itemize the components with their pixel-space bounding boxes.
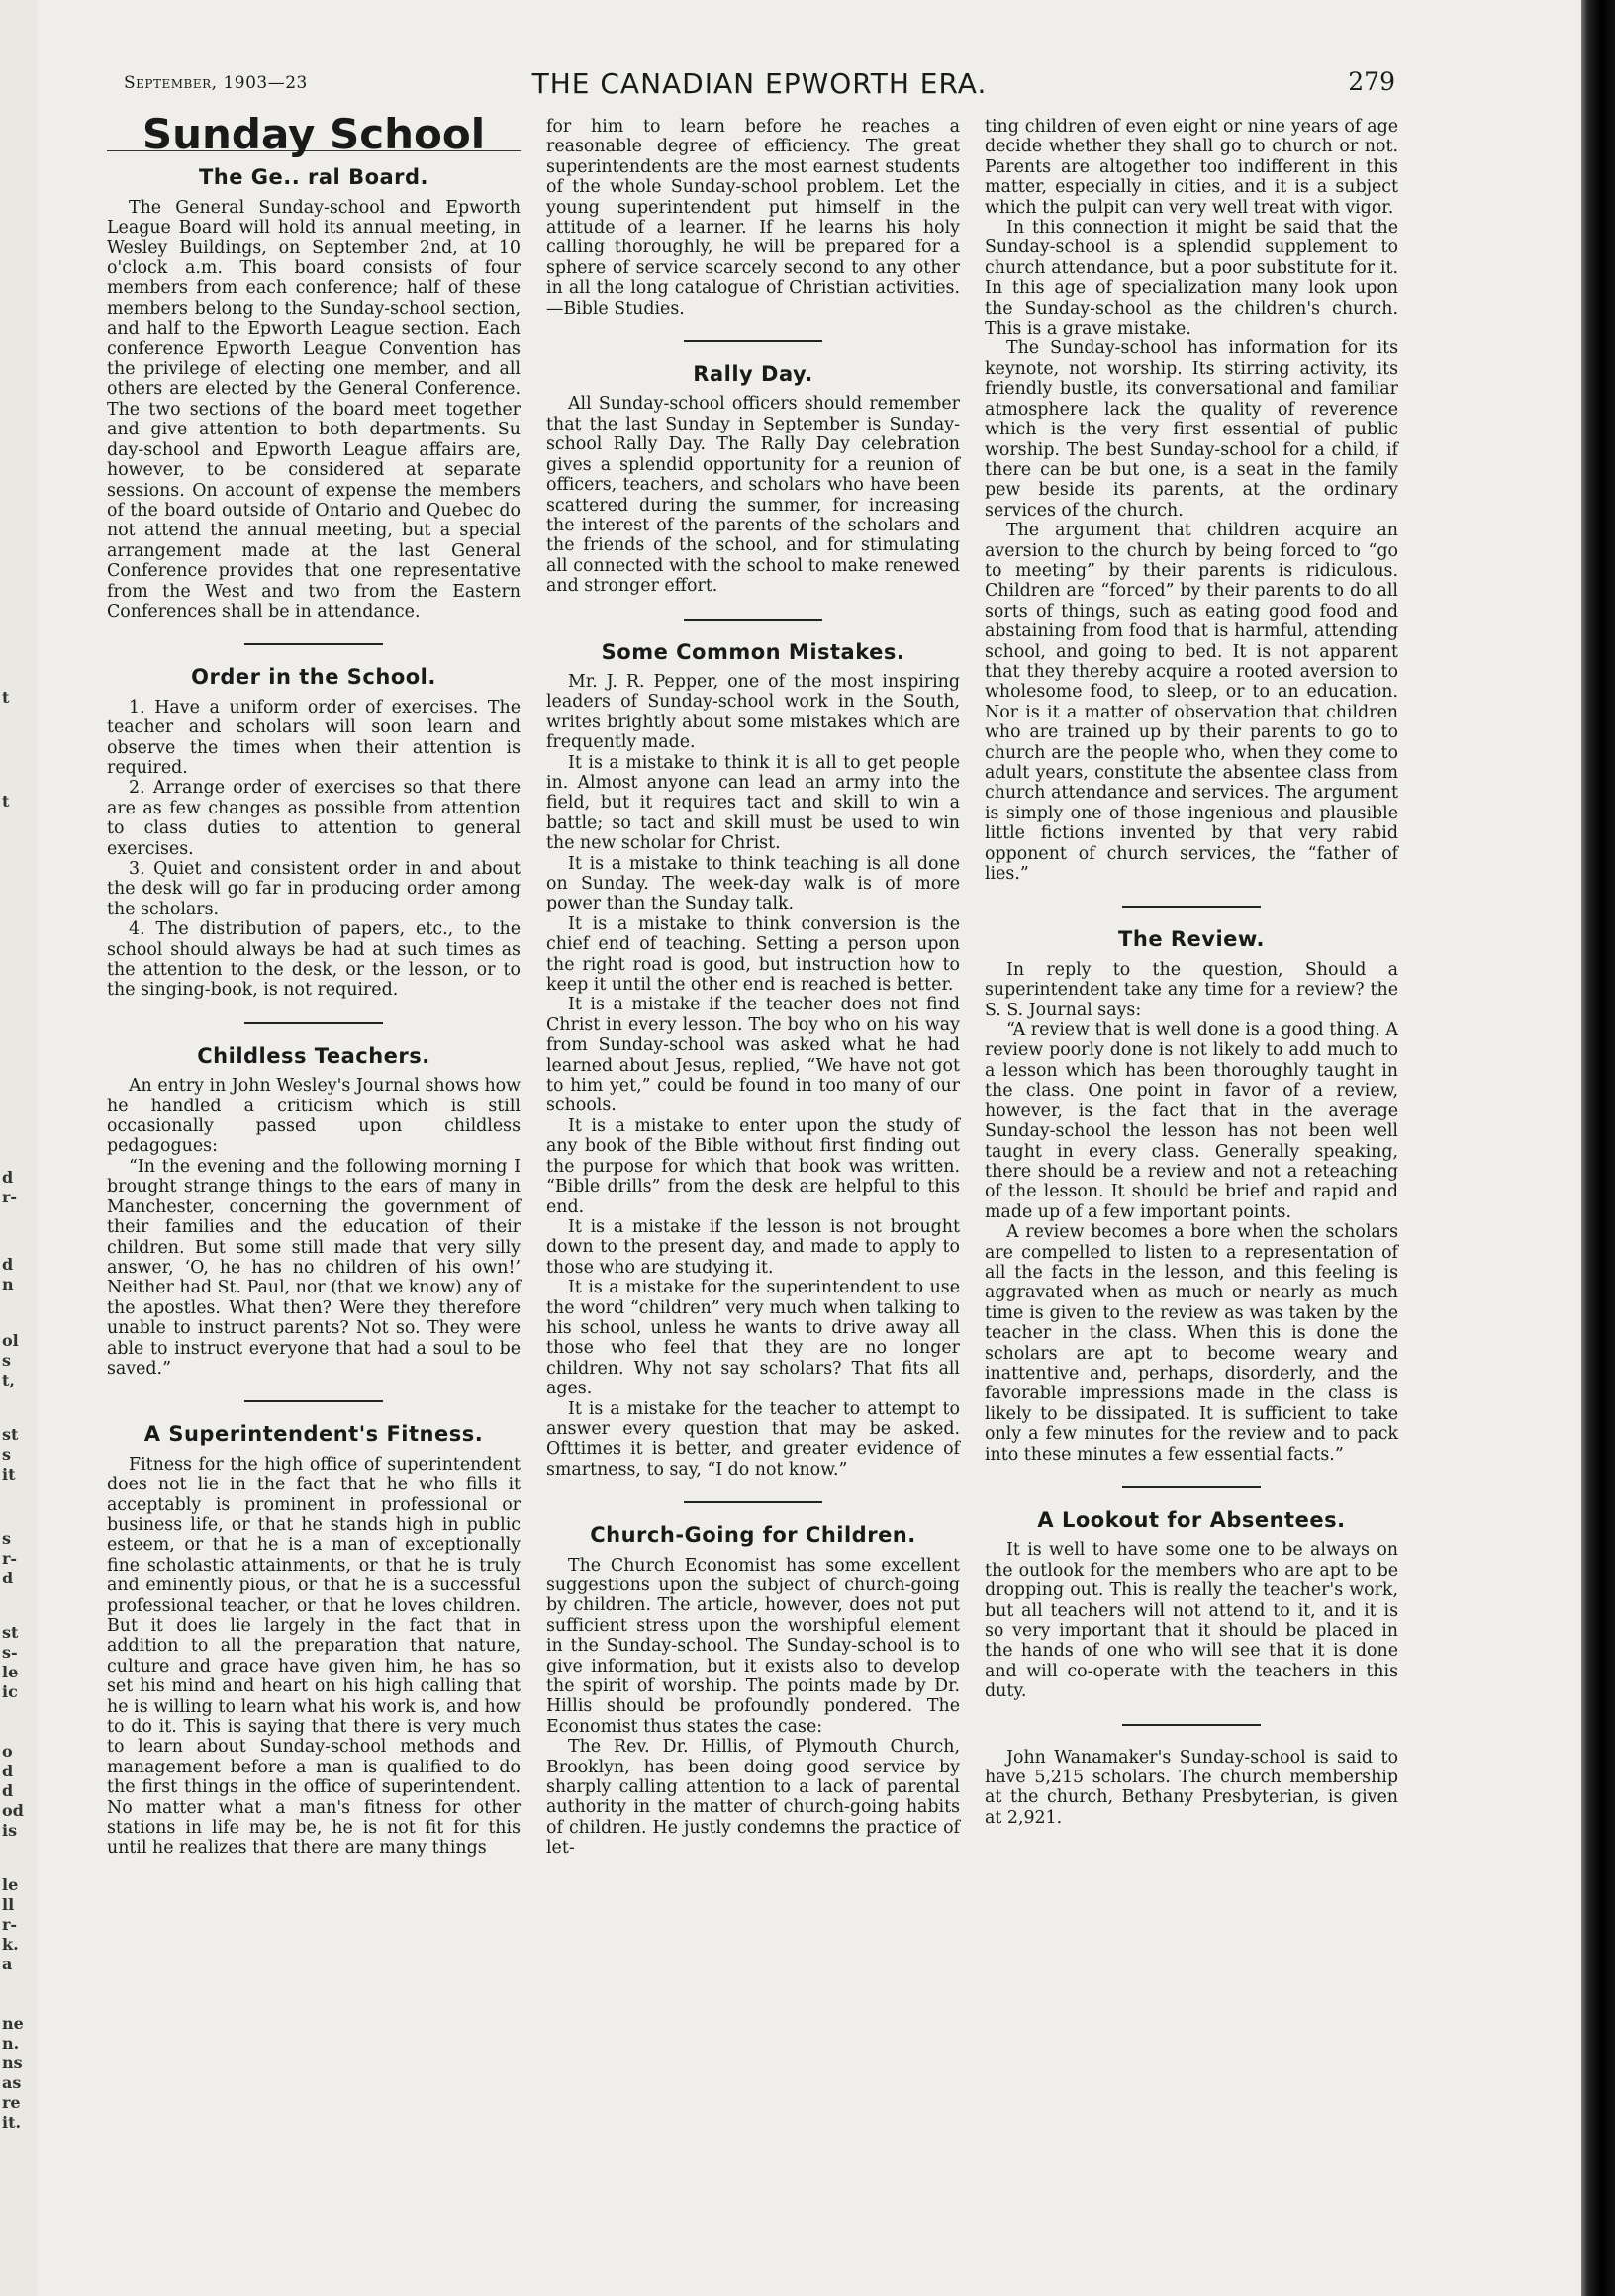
margin-fragment: ne <box>2 2014 24 2033</box>
margin-fragment: d <box>2 1762 14 1780</box>
department-heading: Sunday School <box>107 125 521 151</box>
margin-fragment: ic <box>2 1682 18 1701</box>
margin-fragment: r- <box>2 1188 18 1206</box>
section-divider <box>684 1501 822 1503</box>
margin-fragment: d <box>2 1569 14 1587</box>
margin-fragment: st <box>2 1623 19 1642</box>
margin-fragment: t <box>2 688 10 707</box>
margin-fragment: d <box>2 1168 14 1187</box>
paragraph: It is a mistake if the teacher does not find Christ in every lesson. The boy who on his way from Sunday-school was asked what he had learned about Jesus, replied, “We have not got to him yet,” could be found in too many of our schools. <box>546 995 960 1116</box>
paragraph: The Church Economist has some excellent suggestions upon the subject of church-going by children. The article, however, does not put sufficient stress upon the worshipful element in the Sunday-school. The Sunday-school is to give information, but it exists also to develop the spirit of worship. The points made by Dr. Hillis should be profoundly pondered. The Economist thus states the case: <box>546 1555 960 1737</box>
margin-fragment: od <box>2 1801 24 1820</box>
margin-fragment: d <box>2 1255 14 1274</box>
section-divider <box>244 643 383 645</box>
margin-fragment: n. <box>2 2034 20 2053</box>
section-divider <box>1122 1724 1261 1726</box>
margin-fragment: t <box>2 792 10 811</box>
paragraph: It is a mistake for the teacher to attempt to answer every question that may be asked. Ofttimes it is better, and greater evidence of smartness, to say, “I do not know.” <box>546 1398 960 1480</box>
margin-fragment: s <box>2 1351 12 1370</box>
paragraph: An entry in John Wesley's Journal shows how he handled a criticism which is still occasionally passed upon childless pedagogues: <box>107 1076 521 1157</box>
paragraph: 3. Quiet and consistent order in and about the desk will go far in producing order among the scholars. <box>107 859 521 919</box>
column-2 <box>546 117 960 1859</box>
margin-fragment: t, <box>2 1371 15 1389</box>
margin-fragment: ol <box>2 1331 19 1350</box>
book-spine <box>1581 0 1615 2296</box>
paragraph-continuation: ting children of even eight or nine years of age decide whether they shall go to church or not. Parents are altogether too indifferent in this matter, especially in cities, and it is a subject which the pulpit can very well treat with vigor. <box>985 117 1398 218</box>
paragraph: 1. Have a uniform order of exercises. The teacher and scholars will soon learn and observe the times when their attention is required. <box>107 697 521 778</box>
left-page-margin <box>0 0 38 2296</box>
paragraph: The General Sunday-school and Epworth League Board will hold its annual meeting, in Wesley Buildings, on September 2nd, at 10 o'clock a.m. This board consists of four members from each conference; half of these members belong to the Sunday-school section, and half to the Epworth League section. Each conference Epworth League Convention has the privilege of electing one member, and all others are elected by the General Conference. The two sections of the board meet together and give attention to both departments. Su day-school and Epworth League affairs are, however, to be considered at separate sessions. On account of expense the members of the board outside of Ontario and Quebec do not attend the annual meeting, but a special arrangement made at the last General Conference provides that one representative from the West and two from the Eastern Conferences shall be in attendance. <box>107 197 521 622</box>
margin-fragment: le <box>2 1875 19 1894</box>
section-heading-superintendent-fitness: A Superintendent's Fitness. <box>143 1422 484 1447</box>
paragraph: In reply to the question, Should a superintendent take any time for a review? the S. S. Journal says: <box>985 959 1398 1020</box>
section-heading-general-board: The Ge.. ral Board. <box>198 165 429 190</box>
margin-fragment: n <box>2 1275 14 1293</box>
page-number: 279 <box>1348 67 1395 96</box>
margin-fragment: k. <box>2 1935 19 1954</box>
section-divider <box>684 340 822 342</box>
paragraph: All Sunday-school officers should remember that the last Sunday in September is Sunday-school Rally Day. The Rally Day celebration gives a splendid opportunity for a reunion of officers, teachers, and scholars who have been scattered during the summer, for increasing the interest of the parents of the scholars and the friends of the school, and for stimulating all connected with the school to make renewed and stronger effort. <box>546 394 960 597</box>
margin-fragment: r- <box>2 1549 18 1568</box>
margin-fragment: it <box>2 1465 16 1483</box>
paragraph: In this connection it might be said that the Sunday-school is a splendid supplement to church attendance, but a poor substitute for it. In this age of specialization many look upon the Sunday-school as the children's church. This is a grave mistake. <box>985 218 1398 339</box>
paragraph: It is a mistake to think it is all to get people in. Almost anyone can lead an army into the field, but it requires tact and skill to win a battle; so tact and skill must be used to win the new scholar for Christ. <box>546 752 960 854</box>
margin-fragment: s <box>2 1445 12 1464</box>
paragraph: It is a mistake to think conversion is the chief end of teaching. Setting a person upon the right road is good, but instruction how to keep it until the other end is reached is better. <box>546 913 960 996</box>
margin-fragment: d <box>2 1781 14 1800</box>
paragraph: Fitness for the high office of superintendent does not lie in the fact that he who fills it acceptably is prominent in professional or business life, or that he stands high in public esteem, or that he is a man of exceptionally fine scholastic attainments, or that he is truly and eminently pious, or that he is a successful professional teacher, or that he loves children. But it does lie largely in the fact that in addition to all the preparation that nature, culture and grace have given him, he has so set his mind and heart on his high calling that he is willing to learn what his work is, and how to do it. This is saying that there is very much to learn about Sunday-school methods and management before a man is qualified to do the first things in the office of superintendent. No matter what a man's fitness for other stations in life may be, he is not fit for this until he realizes that there are many things <box>107 1454 521 1859</box>
margin-fragment: it. <box>2 2113 22 2132</box>
section-divider <box>1122 906 1261 908</box>
running-header <box>124 67 1395 107</box>
margin-fragment: s <box>2 1529 12 1548</box>
margin-fragment: a <box>2 1955 13 1973</box>
section-divider <box>244 1400 383 1402</box>
paragraph: It is a mistake for the superintendent to use the word “children” very much when talking to his school, unless he wants to drive away all those who feel that they are no longer children. Why not say scholars? That fits all ages. <box>546 1278 960 1399</box>
section-heading-review: The Review. <box>1118 927 1265 952</box>
section-heading-lookout-absentees: A Lookout for Absentees. <box>1037 1508 1346 1532</box>
margin-fragment: ll <box>2 1895 15 1914</box>
section-heading-order-in-school: Order in the School. <box>191 665 436 690</box>
paragraph: It is a mistake if the lesson is not brought down to the present day, and made to apply to those who are studying it. <box>546 1216 960 1278</box>
margin-fragment: is <box>2 1821 18 1840</box>
paragraph: It is a mistake to think teaching is all done on Sunday. The week-day walk is of more power than the Sunday talk. <box>546 853 960 914</box>
paragraph-continuation: for him to learn before he reaches a reasonable degree of efficiency. The great superintendents are the most earnest students of the whole Sunday-school problem. Let the young superintendent put himself in the attitude of a learner. If he learns his holy calling thoroughly, he will be prepared for a sphere of service scarcely second to any other in all the long catalogue of Christian activities.—Bible Studies. <box>546 117 960 319</box>
publication-title: THE CANADIAN EPWORTH ERA. <box>531 67 988 100</box>
margin-fragment: r- <box>2 1915 18 1934</box>
section-divider <box>244 1022 383 1024</box>
paragraph: “A review that is well done is a good thing. A review poorly done is not likely to add much to a lesson which has been thoroughly taught in the class. One point in favor of a review, however, is the fact that in the average Sunday-school the lesson has not been well taught in every class. Generally speaking, there should be a review and not a reteaching of the lesson. It should be brief and rapid and made up of a few important points. <box>985 1020 1398 1222</box>
paragraph: It is well to have some one to be always on the outlook for the members who are apt to be dropping out. This is really the teacher's work, but all teachers will not attend to it, and it is so very important that it should be placed in the hands of one who will see that it is done and will co-operate with the teachers in this duty. <box>985 1540 1398 1702</box>
paragraph: Mr. J. R. Pepper, one of the most inspiring leaders of Sunday-school work in the South, writes brightly about some mistakes which are frequently made. <box>546 671 960 753</box>
section-divider <box>1122 1486 1261 1488</box>
paragraph: The argument that children acquire an aversion to the church by being forced to “go to meeting” by their parents is ridiculous. Children are “forced” by their parents to do all sorts of things, such as eating good food and abstaining from food that is harmful, attending school, and going to bed. It is not apparent that they thereby acquire a rooted aversion to wholesome food, to sleep, or to an education. Nor is it a matter of observation that children who are trained up by their parents to go to church are the people who, when they come to adult years, constitute the absentee class from church attendance and services. The argument is simply one of those ingenious and plausible little fictions invented by that very rabid opponent of church services, the “father of lies.” <box>985 521 1398 885</box>
paragraph: The Sunday-school has information for its keynote, not worship. Its stirring activity, its friendly bustle, its conversational and familiar atmosphere lack the quality of reverence which is the very first essential of public worship. The best Sunday-school for a child, if there can be but one, is a seat in the family pew beside its parents, at the ordinary services of the church. <box>985 338 1398 521</box>
section-heading-common-mistakes: Some Common Mistakes. <box>601 639 905 664</box>
paragraph: “In the evening and the following morning I brought strange things to the ears of many in Manchester, concerning the government of their families and the education of their children. But some still made that very silly answer, ‘O, he has no children of his own!’ Neither had St. Paul, nor (that we know) any of the apostles. What then? Were they therefore unable to instruct parents? Not so. They were able to instruct everyone that had a soul to be saved.” <box>107 1156 521 1379</box>
closing-note: John Wanamaker's Sunday-school is said to have 5,215 scholars. The church membership at the church, Bethany Presbyterian, is given at 2,921. <box>985 1747 1398 1828</box>
issue-date: September, 1903—23 <box>124 73 308 93</box>
margin-fragment: as <box>2 2073 22 2092</box>
margin-fragment: st <box>2 1425 19 1444</box>
paragraph: A review becomes a bore when the scholars are compelled to listen to a representation of all the facts in the lesson, and this feeling is aggravated when as much or nearly as much time is given to the review as was taken by the teacher in the class. When this is done the scholars are apt to become weary and inattentive and, perhaps, disorderly, and the favorable impressions made in the class is likely to be dissipated. It is sufficient to take only a few minutes for the review and to pack into these minutes a few essential facts.” <box>985 1222 1398 1465</box>
section-heading-rally-day: Rally Day. <box>693 362 813 387</box>
margin-fragment: s- <box>2 1643 18 1662</box>
margin-fragment: le <box>2 1663 19 1681</box>
margin-fragment: ns <box>2 2054 23 2072</box>
section-heading-childless-teachers: Childless Teachers. <box>197 1043 430 1068</box>
paragraph: It is a mistake to enter upon the study of any book of the Bible without first finding out the purpose for which that book was written. “Bible drills” from the desk are helpful to this end. <box>546 1115 960 1217</box>
column-1 <box>107 110 521 1859</box>
section-divider <box>684 619 822 621</box>
column-3 <box>985 117 1398 1828</box>
paragraph: The Rev. Dr. Hillis, of Plymouth Church, Brooklyn, has been doing good service by sharply calling attention to a lack of parental authority in the matter of church-going habits of children. He justly condemns the practice of let- <box>546 1737 960 1859</box>
margin-fragment: re <box>2 2093 21 2112</box>
margin-fragment: o <box>2 1742 13 1761</box>
section-heading-church-going: Church-Going for Children. <box>590 1523 916 1548</box>
paragraph: 2. Arrange order of exercises so that there are as few changes as possible from attention to class duties to attention to general exercises. <box>107 778 521 859</box>
paragraph: 4. The distribution of papers, etc., to the school should always be had at such times as the attention to the desk, or the lesson, or to the singing-book, is not required. <box>107 919 521 1001</box>
